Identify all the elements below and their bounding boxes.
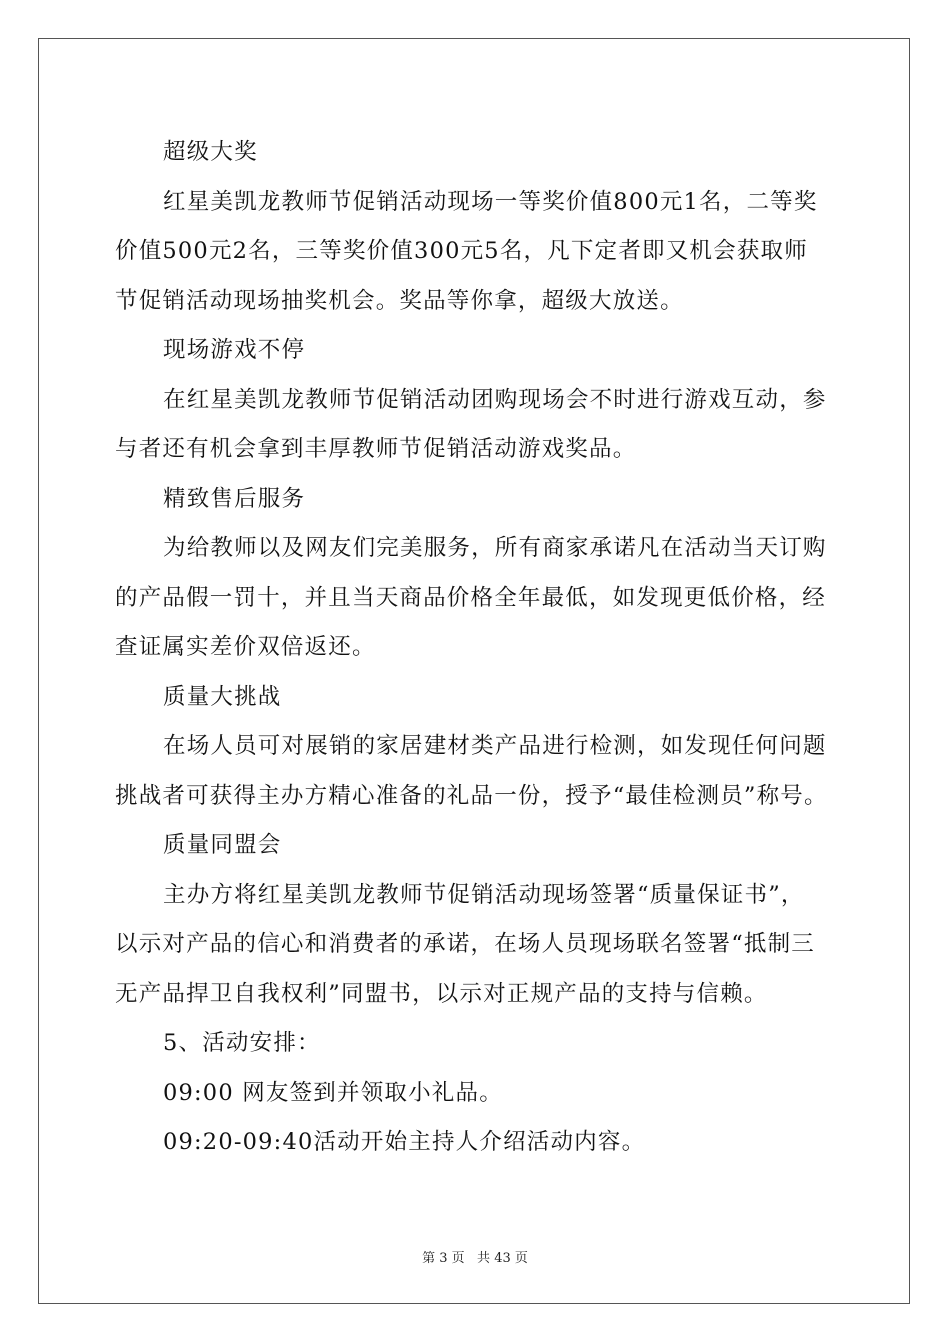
- paragraph-line: 节促销活动现场抽奖机会。奖品等你拿，超级大放送。: [115, 287, 684, 314]
- section-heading-quality-challenge: 质量大挑战: [163, 683, 282, 710]
- paragraph-line: 以示对产品的信心和消费者的承诺，在场人员现场联名签署“抵制三: [115, 931, 816, 957]
- document-body: [115, 128, 835, 1168]
- paragraph-line: 为给教师以及网友们完美服务，所有商家承诺凡在活动当天订购: [163, 535, 827, 561]
- paragraph-line: 无产品捍卫自我权利”同盟书，以示对正规产品的支持与信赖。: [115, 980, 768, 1007]
- section-heading-grand-prize: 超级大奖: [163, 139, 258, 165]
- paragraph-line: 查证属实差价双倍返还。: [115, 634, 376, 660]
- paragraph-line: 的产品假一罚十，并且当天商品价格全年最低，如发现更低价格，经: [115, 584, 827, 611]
- paragraph-line: 挑战者可获得主办方精心准备的礼品一份，授予“最佳检测员”称号。: [115, 782, 828, 809]
- paragraph-line: 价值500元2名，三等奖价值300元5名，凡下定者即又机会获取师: [115, 238, 808, 264]
- section-heading-after-sales: 精致售后服务: [163, 485, 306, 512]
- schedule-item: 09:00 网友签到并领取小礼品。: [163, 1079, 503, 1106]
- page-number: 第 3 页 共 43 页: [422, 1251, 528, 1266]
- section-heading-schedule: 5、活动安排：: [163, 1030, 321, 1056]
- paragraph-line: 红星美凯龙教师节促销活动现场一等奖价值800元1名，二等奖: [163, 188, 818, 215]
- page-footer: [0, 1247, 950, 1266]
- paragraph-line: 与者还有机会拿到丰厚教师节促销活动游戏奖品。: [115, 436, 637, 462]
- paragraph-line: 在场人员可对展销的家居建材类产品进行检测，如发现任何问题: [163, 733, 827, 759]
- paragraph-line: 在红星美凯龙教师节促销活动团购现场会不时进行游戏互动，参: [163, 386, 827, 413]
- section-heading-quality-alliance: 质量同盟会: [163, 832, 282, 858]
- paragraph-line: 主办方将红星美凯龙教师节促销活动现场签署“质量保证书”，: [163, 881, 805, 908]
- schedule-item: 09:20-09:40活动开始主持人介绍活动内容。: [163, 1129, 646, 1155]
- section-heading-games: 现场游戏不停: [163, 337, 306, 363]
